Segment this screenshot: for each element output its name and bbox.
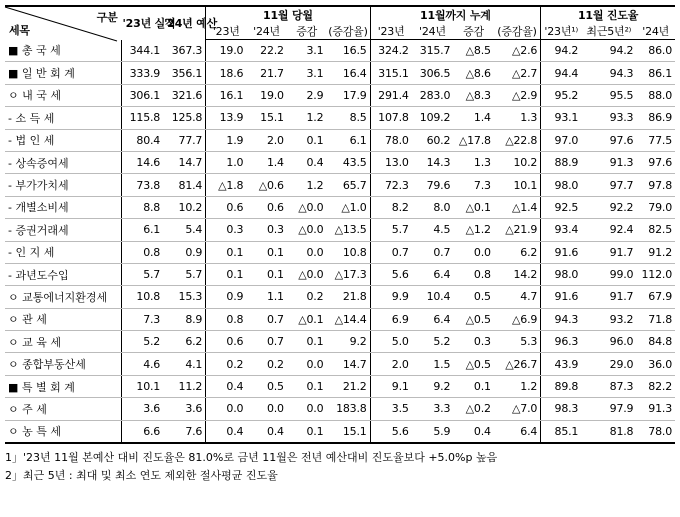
- row-label: ㅇ 농 특 세: [5, 420, 122, 442]
- cell-value: 89.8: [541, 375, 582, 397]
- cell-value: 0.4: [206, 375, 247, 397]
- cell-value: 99.0: [581, 263, 636, 285]
- cell-value: 84.8: [636, 331, 675, 353]
- cell-value: 3.1: [287, 62, 327, 84]
- cell-value: 0.0: [206, 398, 247, 420]
- sub-nov-rate: (증감율): [326, 23, 370, 40]
- cell-value: 6.4: [412, 263, 454, 285]
- cell-value: △13.5: [326, 219, 370, 241]
- cell-value: 0.1: [206, 241, 247, 263]
- footnote-2: 2」최근 5년 : 최대 및 최소 연도 제외한 절사평균 진도율: [5, 468, 278, 482]
- cell-value: △21.9: [494, 219, 541, 241]
- cell-value: 98.0: [541, 263, 582, 285]
- cell-value: 0.1: [287, 375, 327, 397]
- cell-value: 0.3: [206, 219, 247, 241]
- cell-value: 86.9: [636, 107, 675, 129]
- cell-value: 5.9: [412, 420, 454, 442]
- row-label: - 법 인 세: [5, 129, 122, 151]
- cell-value: 14.7: [163, 151, 206, 173]
- cell-value: 85.1: [541, 420, 582, 442]
- cell-value: 5.6: [370, 420, 412, 442]
- cell-value: 8.2: [370, 196, 412, 218]
- sub-cum-change: 증감: [453, 23, 494, 40]
- cell-value: 94.2: [581, 40, 636, 62]
- cell-value: 95.2: [541, 84, 582, 106]
- cell-value: 10.1: [122, 375, 164, 397]
- cell-value: 0.2: [206, 353, 247, 375]
- sub-nov-change: 증감: [287, 23, 327, 40]
- cell-value: 80.4: [122, 129, 164, 151]
- cell-value: 91.3: [636, 398, 675, 420]
- cell-value: 91.7: [581, 286, 636, 308]
- cell-value: 16.1: [206, 84, 247, 106]
- cell-value: 93.1: [541, 107, 582, 129]
- cell-value: 15.1: [246, 107, 287, 129]
- table-row: [5, 62, 675, 84]
- cell-value: 5.0: [370, 331, 412, 353]
- cell-value: △0.1: [453, 196, 494, 218]
- cell-value: 10.8: [122, 286, 164, 308]
- cell-value: 15.1: [326, 420, 370, 442]
- corner-header-cell: [5, 6, 122, 40]
- cell-value: 1.2: [494, 375, 541, 397]
- cell-value: 60.2: [412, 129, 454, 151]
- cell-value: 9.2: [412, 375, 454, 397]
- cell-value: 0.7: [246, 331, 287, 353]
- cell-value: 14.6: [122, 151, 164, 173]
- row-label: - 개별소비세: [5, 196, 122, 218]
- cell-value: △1.2: [453, 219, 494, 241]
- cell-value: 97.0: [541, 129, 582, 151]
- cell-value: 95.5: [581, 84, 636, 106]
- cell-value: 77.7: [163, 129, 206, 151]
- table-row: [5, 420, 675, 442]
- cell-value: 5.7: [163, 263, 206, 285]
- cell-value: △26.7: [494, 353, 541, 375]
- cell-value: 91.6: [541, 241, 582, 263]
- table-row: [5, 40, 675, 62]
- cell-value: 7.3: [122, 308, 164, 330]
- cell-value: 15.3: [163, 286, 206, 308]
- cell-value: △0.6: [246, 174, 287, 196]
- cell-value: 0.7: [412, 241, 454, 263]
- cell-value: 6.9: [370, 308, 412, 330]
- cell-value: 6.1: [122, 219, 164, 241]
- cell-value: 98.3: [541, 398, 582, 420]
- cell-value: 14.7: [326, 353, 370, 375]
- cell-value: 324.2: [370, 40, 412, 62]
- corner-bottom-label: 세목: [9, 23, 30, 37]
- cell-value: 2.9: [287, 84, 327, 106]
- cell-value: △0.2: [453, 398, 494, 420]
- cell-value: 356.1: [163, 62, 206, 84]
- cell-value: 0.6: [206, 331, 247, 353]
- cell-value: 0.6: [206, 196, 247, 218]
- row-label: - 상속증여세: [5, 151, 122, 173]
- cell-value: 14.3: [412, 151, 454, 173]
- cell-value: 10.4: [412, 286, 454, 308]
- cell-value: 91.6: [541, 286, 582, 308]
- table-row: [5, 84, 675, 106]
- cell-value: 0.1: [246, 263, 287, 285]
- cell-value: 67.9: [636, 286, 675, 308]
- cell-value: 94.2: [541, 40, 582, 62]
- cell-value: △0.0: [287, 196, 327, 218]
- table-row: [5, 196, 675, 218]
- cell-value: 1.9: [206, 129, 247, 151]
- cell-value: 10.2: [163, 196, 206, 218]
- cell-value: 94.3: [541, 308, 582, 330]
- sub-cum-rate: (증감율): [494, 23, 541, 40]
- cell-value: 0.4: [206, 420, 247, 442]
- cell-value: 0.1: [246, 241, 287, 263]
- cell-value: 333.9: [122, 62, 164, 84]
- cell-value: 8.9: [163, 308, 206, 330]
- table-row: [5, 353, 675, 375]
- cell-value: 1.5: [412, 353, 454, 375]
- table-row: [5, 241, 675, 263]
- cell-value: 82.2: [636, 375, 675, 397]
- row-label: - 인 지 세: [5, 241, 122, 263]
- cell-value: 7.6: [163, 420, 206, 442]
- table-row: [5, 107, 675, 129]
- cell-value: 107.8: [370, 107, 412, 129]
- cell-value: 1.4: [453, 107, 494, 129]
- cell-value: 21.8: [326, 286, 370, 308]
- header-23-actual: '23년 실적: [122, 6, 164, 40]
- cell-value: 0.4: [453, 420, 494, 442]
- cell-value: 21.7: [246, 62, 287, 84]
- table-row: [5, 286, 675, 308]
- cell-value: 91.3: [581, 151, 636, 173]
- cell-value: 0.3: [246, 219, 287, 241]
- cell-value: 306.1: [122, 84, 164, 106]
- cell-value: 3.6: [163, 398, 206, 420]
- cell-value: △8.3: [453, 84, 494, 106]
- cell-value: △17.3: [326, 263, 370, 285]
- tax-revenue-table: [5, 5, 675, 444]
- row-label: - 과년도수입: [5, 263, 122, 285]
- sub-rate-24: '24년: [636, 23, 675, 40]
- cell-value: 2.0: [246, 129, 287, 151]
- cell-value: 112.0: [636, 263, 675, 285]
- cell-value: 88.9: [541, 151, 582, 173]
- cell-value: 8.8: [122, 196, 164, 218]
- table-row: [5, 219, 675, 241]
- table-row: [5, 129, 675, 151]
- cell-value: 0.3: [453, 331, 494, 353]
- cell-value: 0.4: [246, 420, 287, 442]
- table-body: [5, 40, 675, 443]
- cell-value: 97.9: [581, 398, 636, 420]
- cell-value: 1.2: [287, 174, 327, 196]
- header-group-cum: 11월까지 누계: [370, 6, 541, 23]
- cell-value: 11.2: [163, 375, 206, 397]
- cell-value: △17.8: [453, 129, 494, 151]
- cell-value: 77.5: [636, 129, 675, 151]
- cell-value: 1.0: [206, 151, 247, 173]
- cell-value: 82.5: [636, 219, 675, 241]
- cell-value: 0.2: [246, 353, 287, 375]
- row-label: ㅇ 교 육 세: [5, 331, 122, 353]
- cell-value: 283.0: [412, 84, 454, 106]
- tax-revenue-table-container: [5, 5, 675, 485]
- cell-value: 0.0: [246, 398, 287, 420]
- cell-value: 10.8: [326, 241, 370, 263]
- cell-value: 7.3: [453, 174, 494, 196]
- cell-value: 0.1: [206, 263, 247, 285]
- cell-value: 93.4: [541, 219, 582, 241]
- sub-cum-23: '23년: [370, 23, 412, 40]
- table-row: [5, 174, 675, 196]
- cell-value: 1.1: [246, 286, 287, 308]
- cell-value: 81.8: [581, 420, 636, 442]
- cell-value: 3.3: [412, 398, 454, 420]
- cell-value: 321.6: [163, 84, 206, 106]
- cell-value: 16.4: [326, 62, 370, 84]
- cell-value: △8.5: [453, 40, 494, 62]
- cell-value: 97.6: [636, 151, 675, 173]
- cell-value: 344.1: [122, 40, 164, 62]
- cell-value: 0.2: [287, 286, 327, 308]
- cell-value: 87.3: [581, 375, 636, 397]
- cell-value: 315.7: [412, 40, 454, 62]
- cell-value: 94.4: [541, 62, 582, 84]
- cell-value: 21.2: [326, 375, 370, 397]
- cell-value: 79.0: [636, 196, 675, 218]
- cell-value: 0.6: [246, 196, 287, 218]
- cell-value: 19.0: [246, 84, 287, 106]
- cell-value: 315.1: [370, 62, 412, 84]
- sub-rate-5yr: 최근5년²⁾: [581, 23, 636, 40]
- cell-value: 291.4: [370, 84, 412, 106]
- cell-value: 97.7: [581, 174, 636, 196]
- cell-value: 109.2: [412, 107, 454, 129]
- cell-value: 10.1: [494, 174, 541, 196]
- cell-value: △0.5: [453, 308, 494, 330]
- cell-value: 0.9: [163, 241, 206, 263]
- cell-value: 13.0: [370, 151, 412, 173]
- sub-rate-23: '23년¹⁾: [541, 23, 582, 40]
- cell-value: 0.1: [453, 375, 494, 397]
- cell-value: 183.8: [326, 398, 370, 420]
- cell-value: 14.2: [494, 263, 541, 285]
- footnote-1: 1」'23년 11월 본예산 대비 진도율은 81.0%로 금년 11월은 전년 예산대비 진도율보다 +5.0%p 높음: [5, 450, 498, 464]
- table-row: [5, 308, 675, 330]
- cell-value: 0.1: [287, 420, 327, 442]
- cell-value: △1.8: [206, 174, 247, 196]
- cell-value: 4.1: [163, 353, 206, 375]
- cell-value: 16.5: [326, 40, 370, 62]
- cell-value: 92.2: [581, 196, 636, 218]
- cell-value: 91.7: [581, 241, 636, 263]
- cell-value: 43.9: [541, 353, 582, 375]
- cell-value: 72.3: [370, 174, 412, 196]
- row-label: ㅇ 내 국 세: [5, 84, 122, 106]
- table-row: [5, 375, 675, 397]
- cell-value: 4.7: [494, 286, 541, 308]
- cell-value: 367.3: [163, 40, 206, 62]
- cell-value: 29.0: [581, 353, 636, 375]
- row-label: ㅇ 주 세: [5, 398, 122, 420]
- sub-nov-23: '23년: [206, 23, 247, 40]
- cell-value: 0.0: [453, 241, 494, 263]
- table-row: [5, 331, 675, 353]
- cell-value: 9.1: [370, 375, 412, 397]
- cell-value: 0.5: [246, 375, 287, 397]
- cell-value: △2.9: [494, 84, 541, 106]
- cell-value: 73.8: [122, 174, 164, 196]
- cell-value: 98.0: [541, 174, 582, 196]
- cell-value: 4.5: [412, 219, 454, 241]
- table-row: [5, 151, 675, 173]
- cell-value: 86.0: [636, 40, 675, 62]
- cell-value: 0.1: [287, 331, 327, 353]
- cell-value: 93.3: [581, 107, 636, 129]
- cell-value: 13.9: [206, 107, 247, 129]
- cell-value: 0.8: [453, 263, 494, 285]
- cell-value: 17.9: [326, 84, 370, 106]
- cell-value: 19.0: [206, 40, 247, 62]
- cell-value: 78.0: [636, 420, 675, 442]
- cell-value: 0.8: [122, 241, 164, 263]
- cell-value: 88.0: [636, 84, 675, 106]
- cell-value: △0.0: [287, 263, 327, 285]
- row-label: - 소 득 세: [5, 107, 122, 129]
- cell-value: 9.9: [370, 286, 412, 308]
- table-row: [5, 398, 675, 420]
- cell-value: 92.4: [581, 219, 636, 241]
- cell-value: 5.2: [122, 331, 164, 353]
- cell-value: 6.1: [326, 129, 370, 151]
- cell-value: 97.8: [636, 174, 675, 196]
- header-24-budget: '24년 예산: [163, 6, 206, 40]
- sub-cum-24: '24년: [412, 23, 454, 40]
- footnotes: [5, 449, 675, 485]
- cell-value: 5.3: [494, 331, 541, 353]
- cell-value: △2.7: [494, 62, 541, 84]
- cell-value: 8.5: [326, 107, 370, 129]
- cell-value: 6.6: [122, 420, 164, 442]
- cell-value: 0.5: [453, 286, 494, 308]
- cell-value: 71.8: [636, 308, 675, 330]
- cell-value: 6.4: [494, 420, 541, 442]
- row-label: ■ 특 별 회 계: [5, 375, 122, 397]
- cell-value: 0.0: [287, 353, 327, 375]
- cell-value: 1.4: [246, 151, 287, 173]
- cell-value: 78.0: [370, 129, 412, 151]
- cell-value: 0.8: [206, 308, 247, 330]
- cell-value: 5.4: [163, 219, 206, 241]
- cell-value: 10.2: [494, 151, 541, 173]
- cell-value: 0.1: [287, 129, 327, 151]
- cell-value: 91.2: [636, 241, 675, 263]
- cell-value: 3.5: [370, 398, 412, 420]
- cell-value: 36.0: [636, 353, 675, 375]
- cell-value: 22.2: [246, 40, 287, 62]
- cell-value: △6.9: [494, 308, 541, 330]
- cell-value: 0.7: [246, 308, 287, 330]
- cell-value: 1.2: [287, 107, 327, 129]
- row-label: ■ 일 반 회 계: [5, 62, 122, 84]
- cell-value: 86.1: [636, 62, 675, 84]
- header-group-nov: 11월 당월: [206, 6, 370, 23]
- header-group-rate: 11월 진도율: [541, 6, 675, 23]
- cell-value: 93.2: [581, 308, 636, 330]
- cell-value: 81.4: [163, 174, 206, 196]
- corner-top-label: 구분: [96, 11, 118, 24]
- cell-value: 306.5: [412, 62, 454, 84]
- row-label: ㅇ 종합부동산세: [5, 353, 122, 375]
- cell-value: 0.9: [206, 286, 247, 308]
- cell-value: 65.7: [326, 174, 370, 196]
- row-label: ㅇ 관 세: [5, 308, 122, 330]
- cell-value: 6.2: [163, 331, 206, 353]
- cell-value: 0.0: [287, 398, 327, 420]
- cell-value: 96.3: [541, 331, 582, 353]
- cell-value: 6.2: [494, 241, 541, 263]
- cell-value: 3.1: [287, 40, 327, 62]
- table-row: [5, 263, 675, 285]
- cell-value: 5.2: [412, 331, 454, 353]
- cell-value: 1.3: [494, 107, 541, 129]
- cell-value: 8.0: [412, 196, 454, 218]
- cell-value: 96.0: [581, 331, 636, 353]
- row-label: ㅇ 교통에너지환경세: [5, 286, 122, 308]
- cell-value: 94.3: [581, 62, 636, 84]
- row-label: - 증권거래세: [5, 219, 122, 241]
- cell-value: 43.5: [326, 151, 370, 173]
- cell-value: 5.7: [122, 263, 164, 285]
- cell-value: 4.6: [122, 353, 164, 375]
- cell-value: 0.4: [287, 151, 327, 173]
- cell-value: △0.0: [287, 219, 327, 241]
- cell-value: 5.7: [370, 219, 412, 241]
- cell-value: △7.0: [494, 398, 541, 420]
- row-label: ■ 총 국 세: [5, 40, 122, 62]
- cell-value: 125.8: [163, 107, 206, 129]
- cell-value: 5.6: [370, 263, 412, 285]
- cell-value: 0.0: [287, 241, 327, 263]
- cell-value: 6.4: [412, 308, 454, 330]
- cell-value: 79.6: [412, 174, 454, 196]
- cell-value: 92.5: [541, 196, 582, 218]
- cell-value: △0.1: [287, 308, 327, 330]
- row-label: - 부가가치세: [5, 174, 122, 196]
- cell-value: 2.0: [370, 353, 412, 375]
- cell-value: △14.4: [326, 308, 370, 330]
- cell-value: 1.3: [453, 151, 494, 173]
- cell-value: 97.6: [581, 129, 636, 151]
- cell-value: 3.6: [122, 398, 164, 420]
- cell-value: 115.8: [122, 107, 164, 129]
- cell-value: 9.2: [326, 331, 370, 353]
- cell-value: △22.8: [494, 129, 541, 151]
- cell-value: △1.4: [494, 196, 541, 218]
- cell-value: △0.5: [453, 353, 494, 375]
- cell-value: △2.6: [494, 40, 541, 62]
- sub-nov-24: '24년: [246, 23, 287, 40]
- cell-value: 0.7: [370, 241, 412, 263]
- cell-value: 18.6: [206, 62, 247, 84]
- cell-value: △8.6: [453, 62, 494, 84]
- cell-value: △1.0: [326, 196, 370, 218]
